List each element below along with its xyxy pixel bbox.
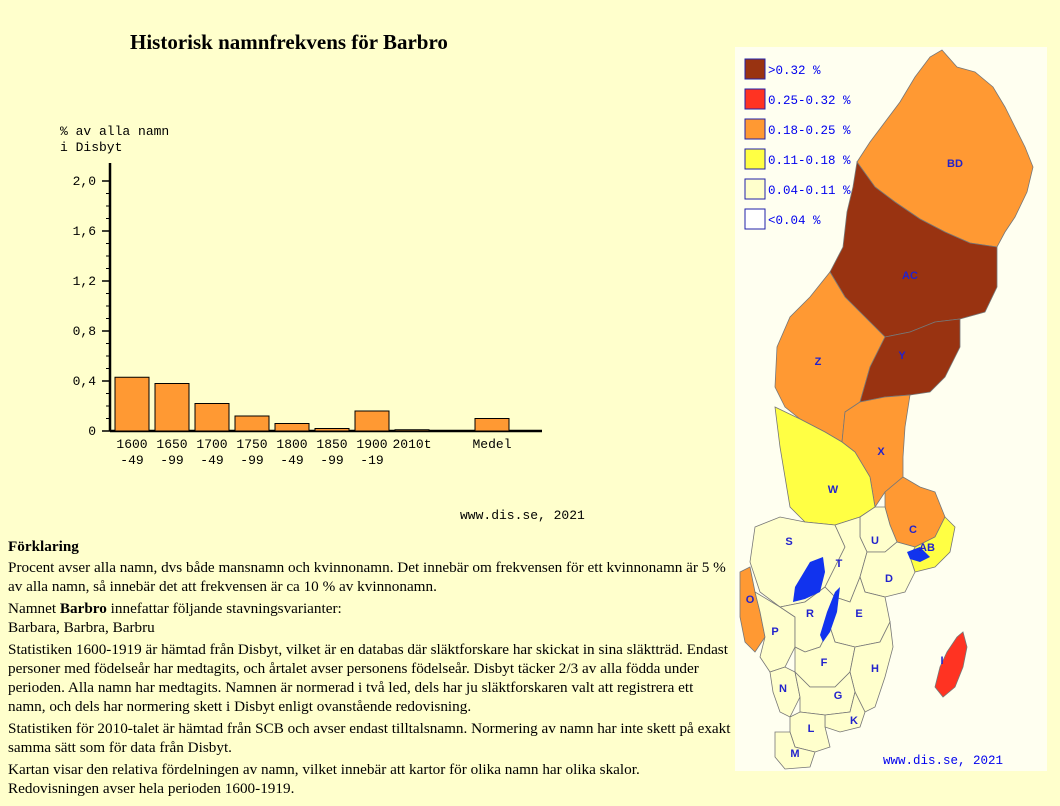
- x-tick-label-line-2: -49: [200, 453, 224, 468]
- explanation-paragraph-4: Statistiken för 2010-talet är hämtad från SCB och avser endast tilltalsnamn. Normering av namn har inte skett på exakt samma sätt som för data från Disbyt.: [8, 720, 731, 756]
- frequency-bar-chart: [0, 110, 600, 530]
- legend-label: 0.04-0.11 %: [768, 184, 851, 198]
- x-tick-label-line-2: -19: [360, 453, 384, 468]
- x-tick-label: 1600: [116, 437, 148, 452]
- x-tick-label: 1700: [196, 437, 228, 452]
- region-code-y: Y: [898, 350, 906, 362]
- x-tick-label-line-2: -99: [160, 453, 184, 468]
- spelling-variants: Barbara, Barbra, Barbru: [8, 619, 155, 636]
- region-code-l: L: [807, 723, 815, 735]
- y-tick-label: 1,2: [72, 274, 96, 289]
- x-tick-label-line-2: -99: [320, 453, 344, 468]
- explanation-heading: Förklaring: [8, 538, 79, 555]
- region-code-e: E: [855, 608, 863, 620]
- x-tick-label: Medel: [472, 437, 512, 452]
- explanation-paragraph-3: Statistiken 1600-1919 är hämtad från Disbyt, vilket är en databas där släktforskare har skickat in sina släktträd. Endast personer med födelseår har medtagits, och årtalet avser personens födelseår. Disbyt täcker 2/3 av alla födda under perioden. Alla namn har medtagits. Namnen är normerad i två led, dels har ju släktforskaren valt att registrera ett namn, och dels har normering skett i Disbyt enligt ovanstående redovisning.: [8, 641, 728, 715]
- legend-swatch: [745, 209, 765, 229]
- y-tick-label: 0,8: [72, 324, 96, 339]
- x-tick-label: 1750: [236, 437, 268, 452]
- name-suffix: innefattar följande stavningsvarianter:: [106, 600, 342, 617]
- region-code-o: O: [745, 594, 755, 606]
- region-code-c: C: [909, 524, 917, 536]
- legend-label: <0.04 %: [768, 214, 821, 228]
- region-code-i: I: [940, 655, 944, 667]
- explanation-paragraph-2: [8, 599, 733, 637]
- region-code-bd: BD: [947, 158, 963, 170]
- legend-swatch: [745, 119, 765, 139]
- explanation-paragraph-1: Procent avser alla namn, dvs både mansnamn och kvinnonamn. Det innebär om frekvensen för ett kvinnonamn är 5 % av alla namn, så innebär det att frekvensen är ca 10 % av kvinnonamn.: [8, 559, 726, 595]
- y-tick-label: 0,4: [72, 374, 96, 389]
- region-code-z: Z: [814, 356, 822, 368]
- legend-label: >0.32 %: [768, 64, 821, 78]
- region-code-w: W: [827, 484, 839, 496]
- legend-label: 0.18-0.25 %: [768, 124, 851, 138]
- y-axis-label-line-1: % av alla namn: [60, 124, 170, 139]
- bar: [275, 424, 309, 432]
- explanation-section: [8, 537, 733, 801]
- y-tick-label: 2,0: [72, 174, 96, 189]
- y-axis-label-line-2: i Disbyt: [60, 140, 123, 155]
- bar: [235, 416, 269, 431]
- x-tick-label-line-2: -99: [240, 453, 264, 468]
- x-tick-label: 1800: [276, 437, 308, 452]
- region-code-ab: AB: [919, 542, 935, 554]
- page-title: Historisk namnfrekvens för Barbro: [130, 30, 448, 54]
- x-tick-label: 2010t: [392, 437, 432, 452]
- region-code-h: H: [871, 663, 879, 675]
- y-tick-label: 1,6: [72, 224, 96, 239]
- bar: [315, 429, 349, 432]
- legend-swatch: [745, 149, 765, 169]
- x-tick-label: 1650: [156, 437, 188, 452]
- legend-label: 0.11-0.18 %: [768, 154, 851, 168]
- region-code-m: M: [790, 748, 800, 760]
- bar: [395, 430, 429, 431]
- region-code-x: X: [877, 446, 885, 458]
- name-highlight: Barbro: [59, 600, 107, 617]
- x-tick-label: 1900: [356, 437, 388, 452]
- explanation-paragraph-5: Kartan visar den relativa fördelningen av namn, vilket innebär att kartor för olika namn har olika skalor. Redovisningen avser hela perioden 1600-1919.: [8, 761, 640, 797]
- sweden-map-panel: [735, 47, 1047, 771]
- x-tick-label: 1850: [316, 437, 348, 452]
- bar: [195, 404, 229, 432]
- legend-swatch: [745, 59, 765, 79]
- bar: [475, 419, 509, 432]
- bar: [115, 377, 149, 431]
- name-prefix: Namnet: [8, 600, 60, 617]
- region-code-k: K: [850, 715, 858, 727]
- map-legend: [745, 59, 851, 229]
- map-credit: www.dis.se, 2021: [883, 754, 1004, 768]
- region-code-t: T: [835, 558, 843, 570]
- region-code-s: S: [785, 536, 793, 548]
- region-code-p: P: [771, 626, 779, 638]
- y-tick-label: 0: [88, 424, 96, 439]
- bar: [355, 411, 389, 431]
- x-tick-label-line-2: -49: [120, 453, 144, 468]
- legend-swatch: [745, 179, 765, 199]
- region-code-n: N: [779, 683, 787, 695]
- region-code-r: R: [806, 608, 814, 620]
- region-code-f: F: [820, 657, 828, 669]
- region-code-u: U: [871, 535, 879, 547]
- region-code-d: D: [885, 573, 893, 585]
- region-code-ac: AC: [902, 270, 918, 282]
- bar: [155, 384, 189, 432]
- chart-credit: www.dis.se, 2021: [460, 508, 585, 523]
- x-tick-label-line-2: -49: [280, 453, 304, 468]
- region-code-g: G: [833, 690, 843, 702]
- legend-label: 0.25-0.32 %: [768, 94, 851, 108]
- legend-swatch: [745, 89, 765, 109]
